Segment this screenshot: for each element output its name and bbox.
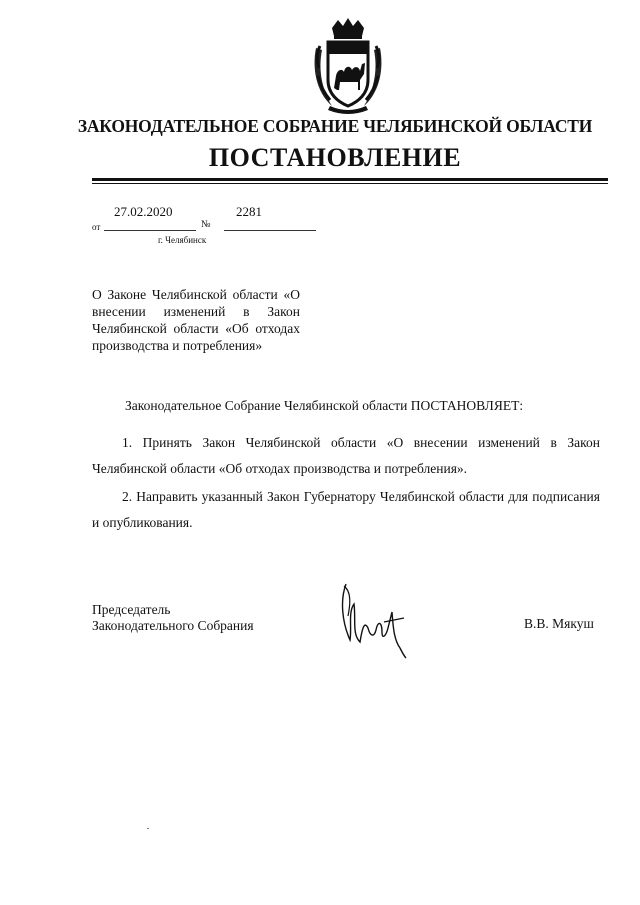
paragraph-2: 2. Направить указанный Закон Губернатору Челябинской области для подписания и опубликования.	[92, 489, 600, 530]
document-type-title: ПОСТАНОВЛЕНИЕ	[208, 143, 462, 172]
date-underline	[104, 230, 196, 231]
handwritten-signature	[330, 582, 420, 660]
signatory-title-line-2: Законодательного Собрания	[92, 618, 254, 633]
header-divider	[92, 178, 608, 181]
city-label: г. Челябинск	[158, 235, 207, 245]
signatory-name: В.В. Мякуш	[524, 616, 594, 631]
number-underline	[224, 230, 316, 231]
scan-speck	[147, 828, 149, 829]
document-date: 27.02.2020	[114, 204, 173, 219]
document-number: 2281	[236, 204, 262, 219]
date-label: от	[92, 222, 101, 232]
signatory-title-line-1: Председатель	[92, 602, 171, 617]
number-label: №	[201, 219, 211, 230]
organization-name: ЗАКОНОДАТЕЛЬНОЕ СОБРАНИЕ ЧЕЛЯБИНСКОЙ ОБЛАСТИ	[77, 116, 593, 136]
preamble: Законодательное Собрание Челябинской области ПОСТАНОВЛЯЕТ:	[125, 398, 524, 413]
signatory-title	[92, 602, 254, 634]
header-divider-thin	[92, 183, 608, 184]
document-subject: О Законе Челябинской области «О внесении изменений в Закон Челябинской области «Об отходах производства и потребления»	[92, 287, 300, 353]
coat-of-arms-icon	[310, 18, 386, 118]
paragraph-1: 1. Принять Закон Челябинской области «О внесении изменений в Закон Челябинской области «Об отходах производства и потребления».	[92, 435, 600, 476]
